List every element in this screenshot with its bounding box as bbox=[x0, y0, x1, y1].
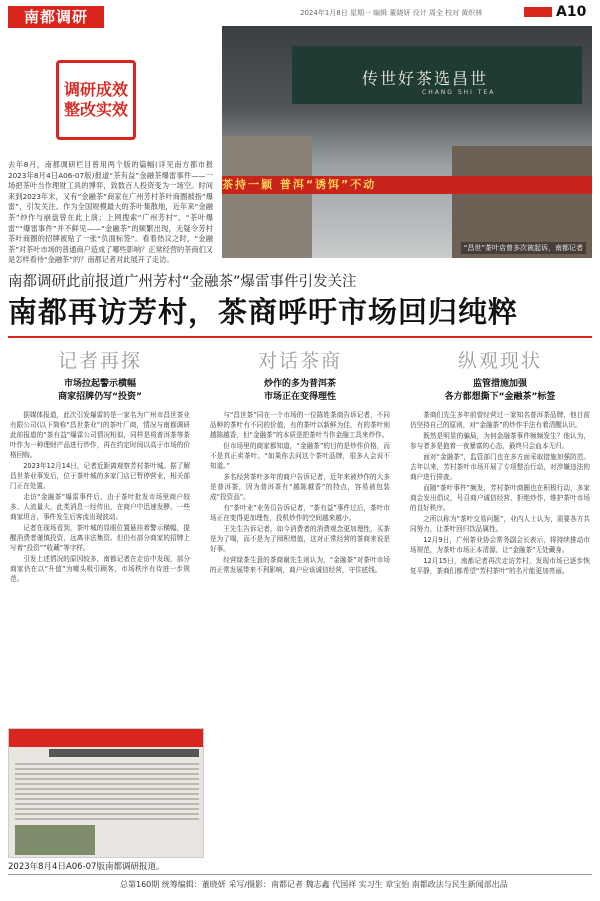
seal-line-2: 整改实效 bbox=[63, 100, 128, 119]
paragraph: 记者在现场看到，茶叶城的显眼位置悬挂着警示横幅，提醒消费者谨慎投资，远离非法集资。但仍有部分商家的招牌上写着“投资”“收藏”等字样。 bbox=[10, 524, 190, 552]
header-meta: 2024年1月8日 星期一 编辑 董晓妍 设计 周全 校对 黄织林 bbox=[300, 9, 483, 17]
header-badge bbox=[524, 7, 552, 17]
paragraph: 经营绿茶生意的茶商谢先生则认为，“金融茶”对茶叶市场的正常发展带来不利影响，商户应该诚信经营，守住底线。 bbox=[210, 556, 390, 574]
paragraph: 之所以称为“茶叶交易问题”，业内人士认为，需要各方共同努力，让茶叶回归饮品属性。 bbox=[410, 515, 590, 533]
paragraph: 2023年12月14日，记者近距离观察芳村茶叶城。据了解昌世茶业事发后，位于茶叶城的多家门店已暂停营业，相关部门正在处置。 bbox=[10, 462, 190, 490]
photo-building-left bbox=[222, 136, 312, 258]
paragraph: 走访“金融茶”爆雷事件后，由于茶叶批发市场里商户较多、人流量大，此类消息一经传出，在商户中迅速发酵。一些商家坦言，事件发生后客流出现波动。 bbox=[10, 493, 190, 521]
column-3-subhead-2: 各方都想撕下“金融茶”标签 bbox=[444, 392, 556, 402]
column-2-heading: 对话茶商 bbox=[257, 350, 342, 372]
column-2-subhead-1: 炒作的多为普洱茶 bbox=[263, 379, 336, 389]
paragraph: 有“茶叶业”业务员告诉记者，“茶有益”事件过后，茶叶市场正在变得更加理性，投机炒作的空间越来越小。 bbox=[210, 504, 390, 522]
main-headline: 南都再访芳村，茶商呼吁市场回归纯粹 bbox=[8, 295, 519, 329]
paragraph: 12月9日，广州茶业协会常务副会长表示，将持续推动市场规范，为茶叶市场正本清源，让“金融茶”无处藏身。 bbox=[410, 536, 590, 554]
paragraph: 多名经营茶叶多年的商户告诉记者，近年来被炒作的大多是普洱茶，因为普洱茶有“越陈越香”的特点，容易被包装成“投资品”。 bbox=[210, 473, 390, 501]
column-2-body bbox=[210, 410, 390, 870]
photo-warning-banner: 茶持一颖 普洱“诱饵”不动 bbox=[222, 176, 592, 194]
paragraph: 据媒体报道，此次引发爆雷的是一家名为广州市昌世茶业有限公司(以下简称“昌世茶业”)的茶叶厂商，情况与南都调研此前报道的“茶有益”爆雷公司情况相似，同样是将普洱茶等茶叶作为一种理财产品进行炒作，再在约定时间以高于市场的价格回购。 bbox=[10, 411, 190, 459]
lead-photo bbox=[222, 26, 592, 258]
seal-logo bbox=[56, 60, 136, 140]
paragraph: 既然是明显的骗局，为何金融茶事件频频发生？他认为，参与者多是抱着一夜暴富的心态，最终只会血本无归。 bbox=[410, 432, 590, 450]
column-3-subhead-1: 监管措施加强 bbox=[472, 379, 527, 389]
paragraph: 而随“茶叶事件”频发，芳村茶叶商圈也在积极行动，多家商会发出倡议，号召商户诚信经营、拒绝炒作，维护茶叶市场的良好秩序。 bbox=[410, 484, 590, 512]
column-1-body bbox=[10, 410, 190, 722]
section-masthead: 南都调研 bbox=[8, 6, 104, 28]
photo-sign-text: 传世好茶选昌世 bbox=[362, 69, 489, 88]
footer-credits: 总第160期 统筹编辑：董晓妍 采写/摄影：南都记者 魏志鑫 代国祥 实习生 章宝怡 南都政法与民生新闻部出品 bbox=[120, 880, 508, 889]
intro-paragraph: 去年8月，南都调研栏目曾用两个版的篇幅(详见南方都市报2023年8月4日A06-07版)报道“茶有益”金融茶爆雷事件——一场把茶叶当作理财工具的博弈，致数百人投资变为一场空。时间来到2023年末，又有“金融茶”商家在广州芳村茶叶商圈被指“爆雷”，引发关注。作为全国规模最大的茶叶集散地，近年来“金融茶”炒作与崩盘曾在此上演；上网搜索“广州芳村”、“茶叶爆雷”“爆雷事件”并不鲜见——“金融茶”的频繁出现，无疑令芳村茶叶商圈的招牌被贴了一张“负面标签”。看着热议之时，“金融茶”对茶叶市场的普通商户造成了哪些影响？正常经营的茶商们又是怎样看待“金融茶”的？南都记者对此展开了走访。 bbox=[8, 160, 213, 265]
paragraph: 但市场里的商家都知道，“金融茶”的目的是炒作价格，而不是真正卖茶叶。“如果你去问这个茶叶品牌，很多人会说不知道。” bbox=[210, 442, 390, 470]
column-3-heading: 纵观现状 bbox=[457, 350, 542, 372]
thumbnail-header-bar bbox=[9, 729, 203, 747]
thumbnail-photo bbox=[15, 825, 95, 855]
column-1-heading: 记者再探 bbox=[57, 350, 142, 372]
paragraph: 12月15日，南都记者再次走访芳村，发现市场已逐步恢复平静，茶商们都希望“芳村茶叶”的名片能更加亮丽。 bbox=[410, 557, 590, 575]
photo-sign-english: CHANG SHI TEA bbox=[422, 89, 496, 96]
previous-report-thumbnail bbox=[8, 728, 204, 858]
page-number: A10 bbox=[556, 4, 587, 20]
thumbnail-headline bbox=[49, 749, 199, 757]
paragraph: 引发上述情况的原因较多，南都记者在走访中发现，部分商家仍在以“升值”为噱头吸引顾客，市场秩序有待进一步规范。 bbox=[10, 555, 190, 583]
footer-rule bbox=[8, 874, 592, 875]
column-1-subhead-1: 市场拉起警示横幅 bbox=[63, 379, 136, 389]
paragraph: 面对“金融茶”，监管部门也在多方面采取措施加强防范。去年以来，芳村茶叶市场开展了专项整治行动，对涉嫌违法的商户进行排查。 bbox=[410, 453, 590, 481]
thumbnail-caption: 2023年8月4日A06-07版南都调研报道。 bbox=[8, 862, 165, 872]
thumbnail-text-block bbox=[15, 763, 199, 823]
kicker-headline: 南都调研此前报道广州芳村“金融茶”爆雷事件引发关注 bbox=[8, 274, 357, 290]
paragraph: 茶商们先生多年前曾经营过一家知名普洱茶品牌，他目前仍坚持自己的原则，对“金融茶”的炒作手法有着清醒认识。 bbox=[410, 411, 590, 429]
paragraph: 王先生告诉记者，如今消费者的消费观念更加理性，买茶是为了喝，而不是为了囤积增值，这对正常经营的茶商来说是好事。 bbox=[210, 525, 390, 553]
seal-line-1: 调研成效 bbox=[63, 80, 128, 99]
paragraph: 与“昌世茶”同在一个市场的一位陈姓茶商告诉记者，不同品种的茶叶有不同的价值，有的茶叶以新鲜为佳，有的茶叶则越陈越香，但“金融茶”的本质是把茶叶当作金融工具来炒作。 bbox=[210, 411, 390, 439]
photo-caption: “昌世”茶叶店曾多次被起诉，南都记者 bbox=[461, 242, 586, 254]
column-2-subhead-2: 市场正在变得理性 bbox=[263, 392, 336, 402]
column-3-body bbox=[410, 410, 590, 870]
column-1-subhead-2: 商家招牌仍写“投资” bbox=[58, 392, 142, 402]
headline-rule bbox=[8, 336, 592, 338]
